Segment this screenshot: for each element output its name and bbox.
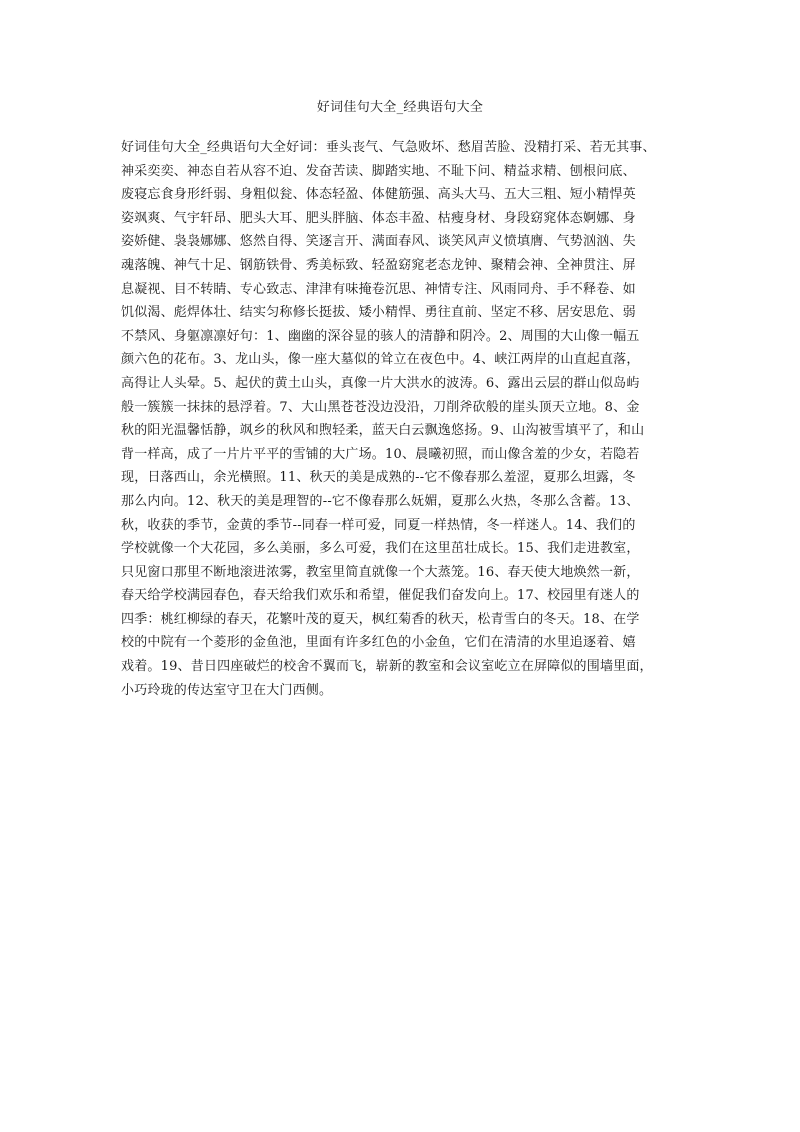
body-line: 小巧玲珑的传达室守卫在大门西侧。 [121, 682, 333, 698]
body-line: 秋的阳光温馨恬静，飒乡的秋风和煦轻柔，蓝天白云飘逸悠扬。9、山沟被雪填平了，和山 [121, 423, 645, 439]
body-line: 颜六色的花布。3、龙山头，像一座大墓似的耸立在夜色中。4、峡江两岸的山直起直落， [121, 352, 640, 368]
body-line: 神采奕奕、神态自若从容不迫、发奋苦读、脚踏实地、不耻下问、精益求精、刨根问底、 [121, 163, 636, 179]
body-line: 不禁风、身躯凛凛好句：1、幽幽的深谷显的骇人的清静和阴冷。2、周围的大山像一幅五 [121, 328, 640, 344]
body-line: 只见窗口那里不断地滚进浓雾，教室里简直就像一个大蒸笼。16、春天使大地焕然一新， [121, 564, 640, 580]
body-line: 四季：桃红柳绿的春天，花繁叶茂的夏天，枫红菊香的秋天，松青雪白的冬天。18、在学 [121, 611, 640, 627]
body-line: 废寝忘食身形纤弱、身粗似瓮、体态轻盈、体健筋强、高头大马、五大三粗、短小精悍英 [121, 187, 636, 203]
body-line: 背一样高，成了一片片平平的雪铺的大广场。10、晨曦初照，而山像含羞的少女，若隐若 [121, 446, 640, 462]
body-line: 春天给学校满园春色，春天给我们欢乐和希望，催促我们奋发向上。17、校园里有迷人的 [121, 588, 640, 604]
body-line: 姿飒爽、气宇轩昂、肥头大耳、肥头胖脑、体态丰盈、枯瘦身材、身段窈窕体态婀娜、身 [121, 210, 636, 226]
body-line: 秋，收获的季节，金黄的季节--同春一样可爱，同夏一样热情，冬一样迷人。14、我们的 [121, 517, 636, 533]
body-line: 学校就像一个大花园，多么美丽，多么可爱，我们在这里茁壮成长。15、我们走进教室， [121, 541, 640, 557]
document-title: 好词佳句大全_经典语句大全 [316, 100, 484, 115]
body-line: 姿娇健、袅袅娜娜、悠然自得、笑逐言开、满面春风、谈笑风声义愤填膺、气势汹汹、失 [121, 234, 636, 250]
body-line: 校的中院有一个菱形的金鱼池，里面有许多红色的小金鱼，它们在清清的水里追逐着、嬉 [121, 635, 636, 651]
document-body [121, 136, 687, 702]
body-line: 好词佳句大全_经典语句大全好词：垂头丧气、气急败坏、愁眉苦脸、没精打采、若无其事、 [121, 140, 656, 155]
body-line: 般一簇簇一抹抹的悬浮着。7、大山黑苍苍没边没沿，刀削斧砍般的崖头顶天立地。8、金 [121, 399, 640, 415]
body-line: 饥似渴、彪焊体壮、结实匀称修长挺拔、矮小精悍、勇往直前、坚定不移、居安思危、弱 [121, 305, 636, 321]
body-line: 高得让人头晕。5、起伏的黄土山头，真像一片大洪水的波涛。6、露出云层的群山似岛屿 [121, 375, 640, 391]
body-line: 魂落魄、神气十足、钢筋铁骨、秀美标致、轻盈窈窕老态龙钟、聚精会神、全神贯注、屏 [121, 257, 636, 273]
body-line: 那么内向。12、秋天的美是理智的--它不像春那么妩媚，夏那么火热，冬那么含蓄。13、 [121, 493, 640, 509]
body-line: 现，日落西山，余光横照。11、秋天的美是成熟的--它不像春那么羞涩，夏那么坦露，冬 [121, 470, 636, 486]
body-line: 息凝视、目不转睛、专心致志、津津有味掩卷沉思、神情专注、风雨同舟、手不释卷、如 [121, 281, 636, 297]
body-line: 戏着。19、昔日四座破烂的校舍不翼而飞，崭新的教室和会议室屹立在屏障似的围墙里面， [121, 659, 653, 675]
